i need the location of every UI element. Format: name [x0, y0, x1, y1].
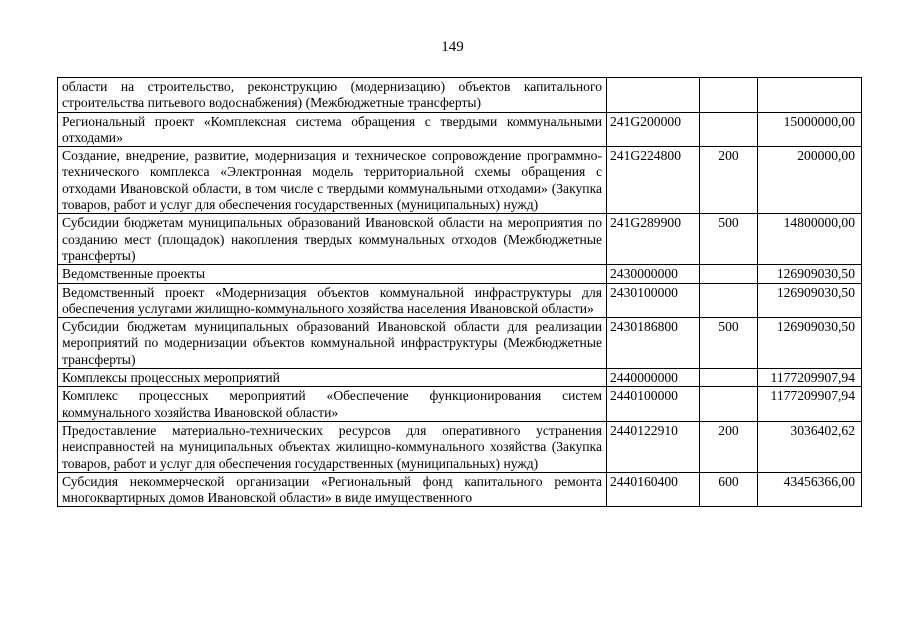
row-code: 241G289900: [607, 214, 700, 265]
row-expense-type: 600: [700, 472, 758, 507]
row-expense-type: [700, 78, 758, 113]
row-description: Ведомственные проекты: [58, 265, 607, 283]
row-description: Субсидия некоммерческой организации «Региональный фонд капитального ремонта многоквартирных домов Ивановской области» в виде имущественного: [58, 472, 607, 507]
table-row: [58, 112, 862, 147]
row-expense-type: [700, 369, 758, 387]
table-row: [58, 421, 862, 472]
row-description: области на строительство, реконструкцию (модернизацию) объектов капитального строительства питьевого водоснабжения) (Межбюджетные трансферты): [58, 78, 607, 113]
row-expense-type: [700, 387, 758, 422]
row-description: Субсидии бюджетам муниципальных образований Ивановской области для реализации мероприятий по модернизации объектов коммунальной инфраструктуры (Межбюджетные трансферты): [58, 318, 607, 369]
row-description: Комплекс процессных мероприятий «Обеспечение функционирования систем коммунального хозяйства Ивановской области»: [58, 387, 607, 422]
table-row: [58, 369, 862, 387]
row-amount: [758, 78, 862, 113]
row-description: Предоставление материально-технических ресурсов для оперативного устранения неисправностей на муниципальных объектах жилищно-коммунального хозяйства (Закупка товаров, работ и услуг для обеспечения государственных (муниципальных) нужд): [58, 421, 607, 472]
row-expense-type: [700, 283, 758, 318]
table-row: [58, 265, 862, 283]
row-amount: 1177209907,94: [758, 387, 862, 422]
table-row: [58, 78, 862, 113]
row-amount: 126909030,50: [758, 283, 862, 318]
budget-table: [57, 77, 862, 507]
row-amount: 126909030,50: [758, 265, 862, 283]
page-number: 149: [441, 39, 464, 55]
table-row: [58, 214, 862, 265]
row-code: 2440000000: [607, 369, 700, 387]
row-code: 241G200000: [607, 112, 700, 147]
row-code: 2440122910: [607, 421, 700, 472]
row-amount: 200000,00: [758, 147, 862, 214]
table-row: [58, 318, 862, 369]
row-code: [607, 78, 700, 113]
row-amount: 15000000,00: [758, 112, 862, 147]
table-row: [58, 387, 862, 422]
row-code: 241G224800: [607, 147, 700, 214]
row-description: Субсидии бюджетам муниципальных образований Ивановской области на мероприятия по созданию мест (площадок) накопления твердых коммунальных отходов (Межбюджетные трансферты): [58, 214, 607, 265]
row-expense-type: 500: [700, 318, 758, 369]
row-expense-type: 200: [700, 421, 758, 472]
row-expense-type: 500: [700, 214, 758, 265]
row-code: 2440100000: [607, 387, 700, 422]
row-amount: 43456366,00: [758, 472, 862, 507]
row-description: Ведомственный проект «Модернизация объектов коммунальной инфраструктуры для обеспечения услугами жилищно-коммунального хозяйства населения Ивановской области»: [58, 283, 607, 318]
row-expense-type: 200: [700, 147, 758, 214]
row-code: 2440160400: [607, 472, 700, 507]
row-amount: 1177209907,94: [758, 369, 862, 387]
row-code: 2430100000: [607, 283, 700, 318]
row-code: 2430000000: [607, 265, 700, 283]
row-code: 2430186800: [607, 318, 700, 369]
table-row: [58, 283, 862, 318]
row-description: Региональный проект «Комплексная система обращения с твердыми коммунальными отходами»: [58, 112, 607, 147]
row-expense-type: [700, 112, 758, 147]
row-description: Комплексы процессных мероприятий: [58, 369, 607, 387]
table-row: [58, 472, 862, 507]
row-description: Создание, внедрение, развитие, модернизация и техническое сопровождение программно-технического комплекса «Электронная модель территориальной схемы обращения с отходами Ивановской области, в том числе с твердыми коммунальными отходами» (Закупка товаров, работ и услуг для обеспечения государственных (муниципальных) нужд): [58, 147, 607, 214]
row-amount: 126909030,50: [758, 318, 862, 369]
row-amount: 14800000,00: [758, 214, 862, 265]
table-row: [58, 147, 862, 214]
row-expense-type: [700, 265, 758, 283]
row-amount: 3036402,62: [758, 421, 862, 472]
